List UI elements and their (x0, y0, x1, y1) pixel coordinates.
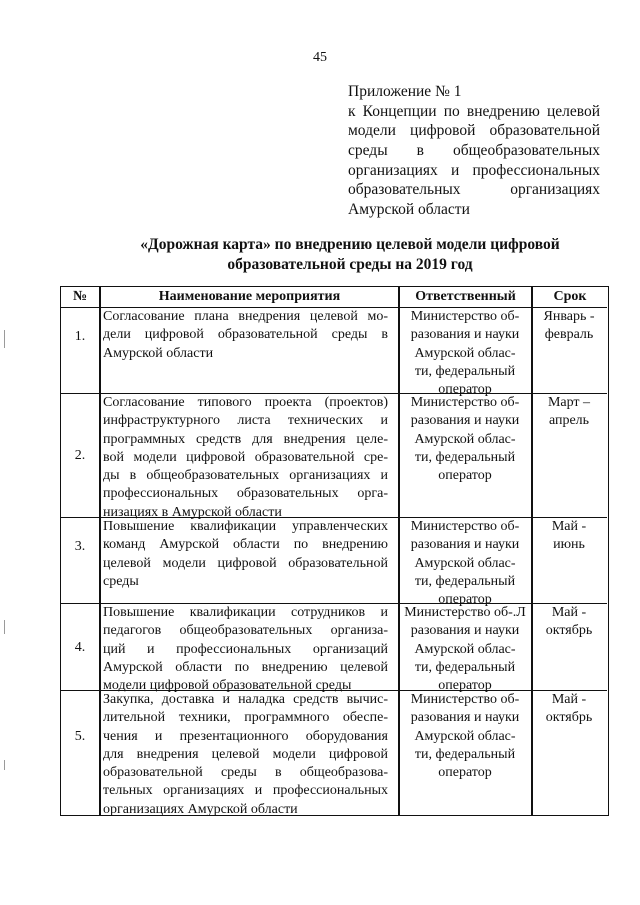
row-name (101, 394, 388, 522)
responsible-line: ти, федеральный (414, 449, 516, 465)
term-line: Март – (547, 395, 591, 410)
row-responsible (401, 394, 529, 485)
appendix-line: среды в общеобразовательных (348, 142, 600, 160)
responsible-line: ти, федеральный (414, 746, 516, 762)
responsible-line: разования и науки (410, 623, 520, 639)
row-name (101, 691, 388, 819)
row-responsible (401, 604, 529, 695)
term-line: октябрь (545, 710, 593, 726)
table-row (61, 394, 607, 518)
scan-edge-mark (4, 620, 5, 634)
row-name-line: целевой модели цифровой образовательной (103, 555, 388, 571)
responsible-line: разования и науки (410, 327, 520, 343)
row-responsible (401, 691, 529, 782)
table-row (61, 604, 607, 694)
responsible-line: оператор (438, 592, 492, 608)
row-name (101, 308, 388, 363)
roadmap-table (60, 286, 609, 816)
responsible-line: Амурской облас- (414, 345, 516, 361)
responsible-line: Министерство об-.Л (404, 605, 526, 620)
roadmap-title (60, 235, 640, 275)
row-name-line: Амурской области (103, 345, 214, 361)
header-responsible: Ответственный (415, 289, 516, 304)
row-number: 4. (74, 640, 86, 655)
responsible-line: оператор (438, 382, 492, 398)
appendix-line: образовательных организациях (348, 181, 600, 199)
responsible-line: ти, федеральный (414, 659, 516, 675)
row-name-line: программных средств для внедрения целе- (103, 431, 388, 447)
row-name-line: организациях Амурской области (103, 801, 298, 817)
responsible-line: Министерство об- (410, 692, 520, 707)
table-row (61, 691, 607, 815)
appendix-line: Приложение № 1 (348, 83, 462, 100)
row-name-line: лительной техники, программного обеспе- (103, 710, 388, 726)
scan-edge-mark (4, 760, 5, 770)
responsible-line: Амурской облас- (414, 728, 516, 744)
appendix-line: к Концепции по внедрению целевой (348, 102, 600, 120)
responsible-line: оператор (438, 468, 492, 484)
row-name-line: для внедрения целевой модели цифровой (103, 746, 388, 762)
responsible-line: разования и науки (410, 710, 520, 726)
appendix-line: организациях и профессиональных (348, 161, 600, 179)
responsible-line: оператор (438, 765, 492, 781)
responsible-line: разования и науки (410, 537, 520, 553)
header-name: Наименование мероприятия (158, 289, 341, 304)
header-num: № (72, 289, 88, 304)
row-number: 3. (74, 539, 86, 554)
scan-edge-mark (4, 330, 5, 348)
responsible-line: ти, федеральный (414, 573, 516, 589)
responsible-line: ти, федеральный (414, 363, 516, 379)
responsible-line: Амурской облас- (414, 555, 516, 571)
row-name-line: тельных организациях и профессиональных (103, 783, 388, 799)
row-name-line: Согласование типового проекта (проектов) (103, 395, 388, 410)
appendix-block (348, 82, 600, 220)
row-name-line: Амурской области по внедрению целевой (103, 659, 388, 675)
row-name-line: Повышение квалификации сотрудников и (103, 605, 388, 620)
row-name-line: Закупка, доставка и наладка средств вычис- (103, 692, 388, 707)
header-term: Срок (553, 289, 587, 304)
table-row (61, 518, 607, 608)
term-line: июнь (553, 537, 585, 553)
term-line: Май - (551, 605, 587, 620)
row-number: 1. (74, 329, 86, 344)
row-name-line: низациях в Амурской области (103, 504, 282, 520)
term-line: апрель (548, 413, 590, 429)
responsible-line: разования и науки (410, 413, 520, 429)
row-name-line: среды (103, 573, 139, 589)
responsible-line: Амурской облас- (414, 641, 516, 657)
row-responsible (401, 518, 529, 609)
row-name-line: модели цифровой образовательной среды (103, 678, 352, 694)
row-name-line: дели цифровой образовательной среды в (103, 327, 388, 343)
row-term (533, 604, 605, 641)
term-line: февраль (544, 327, 594, 343)
row-name-line: чения и презентационного оборудования (103, 728, 388, 744)
table-row (61, 308, 607, 398)
row-term (533, 394, 605, 431)
row-term (533, 518, 605, 555)
responsible-line: Министерство об- (410, 519, 520, 534)
row-responsible (401, 308, 529, 399)
appendix-line: Амурской области (348, 201, 470, 219)
row-number: 2. (74, 448, 86, 463)
row-term (533, 308, 605, 345)
page-number: 45 (313, 50, 327, 65)
row-name-line: педагогов общеобразовательных организа- (103, 623, 388, 639)
row-name-line: команд Амурской области по внедрению (103, 537, 388, 553)
row-name-line: Согласование плана внедрения целевой мо- (103, 309, 388, 324)
row-name (101, 518, 388, 591)
responsible-line: Министерство об- (410, 309, 520, 324)
term-line: Январь - (543, 309, 595, 324)
row-name-line: вой модели цифровой образовательной сре- (103, 449, 388, 465)
table-header-row (61, 287, 607, 308)
row-term (533, 691, 605, 728)
term-line: октябрь (545, 623, 593, 639)
row-name-line: профессиональных образовательных орга- (103, 486, 388, 502)
responsible-line: оператор (438, 678, 492, 694)
row-name-line: Повышение квалификации управленческих (103, 519, 388, 534)
term-line: Май - (551, 692, 587, 707)
title-line: образовательной среды на 2019 год (227, 256, 473, 273)
title-line: «Дорожная карта» по внедрению целевой модели цифровой (140, 236, 560, 253)
term-line: Май - (551, 519, 587, 534)
row-name-line: ды в общеобразовательных организациях и (103, 468, 388, 484)
appendix-line: модели цифровой образовательной (348, 122, 600, 140)
row-name-line: ций и профессиональных организаций (103, 641, 388, 657)
row-name-line: инфраструктурного листа технических и (103, 413, 388, 429)
row-number: 5. (74, 729, 86, 744)
responsible-line: Амурской облас- (414, 431, 516, 447)
responsible-line: Министерство об- (410, 395, 520, 410)
row-name-line: образовательной среды в общеобразова- (103, 765, 388, 781)
row-name (101, 604, 388, 695)
